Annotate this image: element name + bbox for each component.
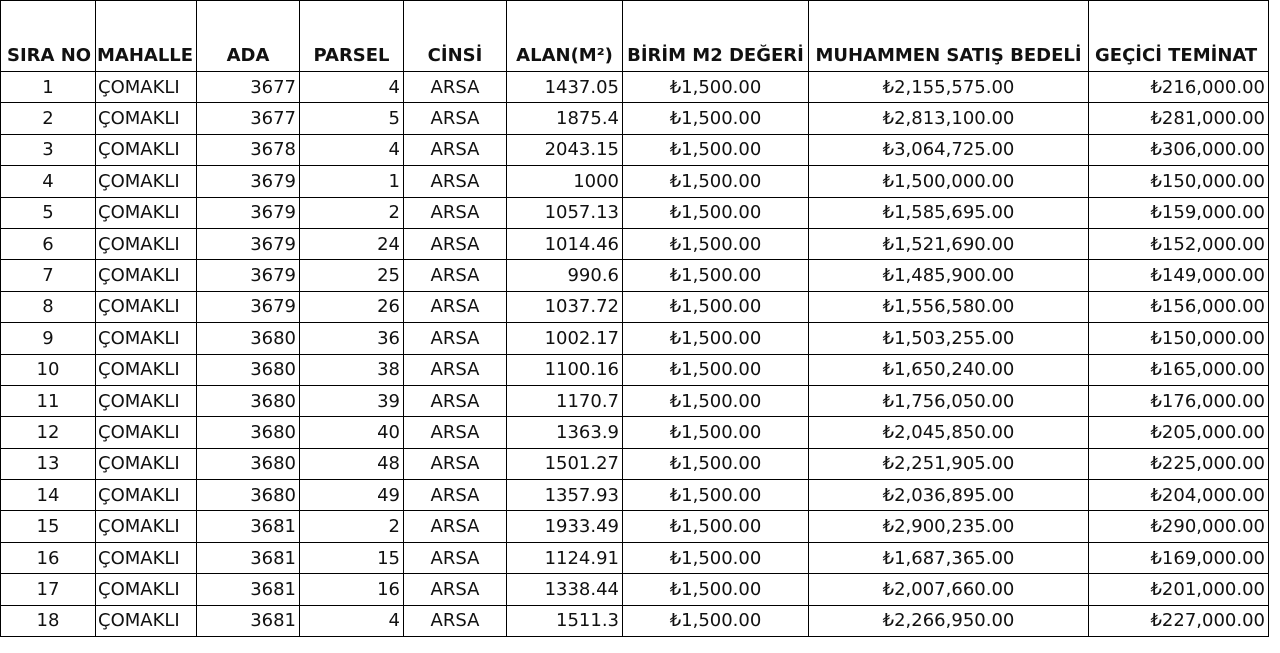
cell-alan[interactable]: 1511.3 bbox=[507, 605, 623, 636]
cell-sira-no[interactable]: 7 bbox=[1, 260, 96, 291]
cell-parsel[interactable]: 49 bbox=[300, 480, 404, 511]
cell-birim-m2-degeri[interactable]: ₺1,500.00 bbox=[623, 260, 809, 291]
cell-gecici-teminat[interactable]: ₺281,000.00 bbox=[1089, 103, 1269, 134]
cell-cinsi[interactable]: ARSA bbox=[404, 480, 507, 511]
cell-parsel[interactable]: 2 bbox=[300, 511, 404, 542]
cell-muhammen-satis-bedeli[interactable]: ₺1,756,050.00 bbox=[809, 385, 1089, 416]
cell-gecici-teminat[interactable]: ₺150,000.00 bbox=[1089, 323, 1269, 354]
cell-alan[interactable]: 990.6 bbox=[507, 260, 623, 291]
cell-cinsi[interactable]: ARSA bbox=[404, 103, 507, 134]
cell-cinsi[interactable]: ARSA bbox=[404, 448, 507, 479]
cell-birim-m2-degeri[interactable]: ₺1,500.00 bbox=[623, 323, 809, 354]
cell-sira-no[interactable]: 1 bbox=[1, 72, 96, 103]
cell-alan[interactable]: 1501.27 bbox=[507, 448, 623, 479]
cell-alan[interactable]: 1057.13 bbox=[507, 197, 623, 228]
cell-mahalle[interactable]: ÇOMAKLI bbox=[96, 448, 197, 479]
cell-parsel[interactable]: 15 bbox=[300, 542, 404, 573]
cell-gecici-teminat[interactable]: ₺201,000.00 bbox=[1089, 574, 1269, 605]
cell-parsel[interactable]: 38 bbox=[300, 354, 404, 385]
cell-birim-m2-degeri[interactable]: ₺1,500.00 bbox=[623, 480, 809, 511]
cell-gecici-teminat[interactable]: ₺204,000.00 bbox=[1089, 480, 1269, 511]
cell-gecici-teminat[interactable]: ₺159,000.00 bbox=[1089, 197, 1269, 228]
cell-parsel[interactable]: 40 bbox=[300, 417, 404, 448]
cell-gecici-teminat[interactable]: ₺176,000.00 bbox=[1089, 385, 1269, 416]
cell-mahalle[interactable]: ÇOMAKLI bbox=[96, 480, 197, 511]
table-row bbox=[1, 103, 1269, 134]
cell-birim-m2-degeri[interactable]: ₺1,500.00 bbox=[623, 542, 809, 573]
cell-parsel[interactable]: 1 bbox=[300, 166, 404, 197]
cell-mahalle[interactable]: ÇOMAKLI bbox=[96, 511, 197, 542]
cell-cinsi[interactable]: ARSA bbox=[404, 417, 507, 448]
cell-ada[interactable]: 3679 bbox=[197, 291, 300, 322]
cell-parsel[interactable]: 4 bbox=[300, 605, 404, 636]
cell-muhammen-satis-bedeli[interactable]: ₺1,650,240.00 bbox=[809, 354, 1089, 385]
cell-cinsi[interactable]: ARSA bbox=[404, 197, 507, 228]
table-row bbox=[1, 166, 1269, 197]
cell-parsel[interactable]: 24 bbox=[300, 228, 404, 259]
cell-birim-m2-degeri[interactable]: ₺1,500.00 bbox=[623, 605, 809, 636]
cell-ada[interactable]: 3681 bbox=[197, 511, 300, 542]
cell-muhammen-satis-bedeli[interactable]: ₺1,556,580.00 bbox=[809, 291, 1089, 322]
cell-sira-no[interactable]: 15 bbox=[1, 511, 96, 542]
cell-ada[interactable]: 3679 bbox=[197, 166, 300, 197]
cell-sira-no[interactable]: 14 bbox=[1, 480, 96, 511]
cell-birim-m2-degeri[interactable]: ₺1,500.00 bbox=[623, 511, 809, 542]
cell-gecici-teminat[interactable]: ₺227,000.00 bbox=[1089, 605, 1269, 636]
cell-birim-m2-degeri[interactable]: ₺1,500.00 bbox=[623, 354, 809, 385]
cell-alan[interactable]: 1933.49 bbox=[507, 511, 623, 542]
cell-muhammen-satis-bedeli[interactable]: ₺1,503,255.00 bbox=[809, 323, 1089, 354]
cell-mahalle[interactable]: ÇOMAKLI bbox=[96, 542, 197, 573]
table-row bbox=[1, 72, 1269, 103]
header-alan[interactable]: ALAN(M²) bbox=[507, 1, 623, 72]
cell-birim-m2-degeri[interactable]: ₺1,500.00 bbox=[623, 103, 809, 134]
cell-ada[interactable]: 3680 bbox=[197, 417, 300, 448]
cell-mahalle[interactable]: ÇOMAKLI bbox=[96, 574, 197, 605]
cell-mahalle[interactable]: ÇOMAKLI bbox=[96, 417, 197, 448]
cell-ada[interactable]: 3680 bbox=[197, 480, 300, 511]
cell-ada[interactable]: 3680 bbox=[197, 354, 300, 385]
cell-muhammen-satis-bedeli[interactable]: ₺2,266,950.00 bbox=[809, 605, 1089, 636]
cell-alan[interactable]: 1100.16 bbox=[507, 354, 623, 385]
cell-parsel[interactable]: 39 bbox=[300, 385, 404, 416]
header-birim-m2-degeri[interactable]: BİRİM M2 DEĞERİ bbox=[623, 1, 809, 72]
cell-gecici-teminat[interactable]: ₺152,000.00 bbox=[1089, 228, 1269, 259]
cell-parsel[interactable]: 4 bbox=[300, 72, 404, 103]
table-row bbox=[1, 542, 1269, 573]
cell-sira-no[interactable]: 8 bbox=[1, 291, 96, 322]
cell-gecici-teminat[interactable]: ₺149,000.00 bbox=[1089, 260, 1269, 291]
cell-parsel[interactable]: 26 bbox=[300, 291, 404, 322]
table-row bbox=[1, 605, 1269, 636]
table-row bbox=[1, 260, 1269, 291]
cell-alan[interactable]: 2043.15 bbox=[507, 134, 623, 165]
cell-cinsi[interactable]: ARSA bbox=[404, 166, 507, 197]
cell-mahalle[interactable]: ÇOMAKLI bbox=[96, 72, 197, 103]
cell-alan[interactable]: 1037.72 bbox=[507, 291, 623, 322]
cell-sira-no[interactable]: 6 bbox=[1, 228, 96, 259]
table-row bbox=[1, 228, 1269, 259]
cell-mahalle[interactable]: ÇOMAKLI bbox=[96, 385, 197, 416]
cell-muhammen-satis-bedeli[interactable]: ₺2,900,235.00 bbox=[809, 511, 1089, 542]
table-row bbox=[1, 480, 1269, 511]
cell-parsel[interactable]: 25 bbox=[300, 260, 404, 291]
cell-cinsi[interactable]: ARSA bbox=[404, 323, 507, 354]
table-body bbox=[1, 72, 1269, 637]
cell-alan[interactable]: 1170.7 bbox=[507, 385, 623, 416]
cell-cinsi[interactable]: ARSA bbox=[404, 134, 507, 165]
table-row bbox=[1, 385, 1269, 416]
cell-gecici-teminat[interactable]: ₺225,000.00 bbox=[1089, 448, 1269, 479]
cell-gecici-teminat[interactable]: ₺165,000.00 bbox=[1089, 354, 1269, 385]
cell-mahalle[interactable]: ÇOMAKLI bbox=[96, 354, 197, 385]
cell-ada[interactable]: 3677 bbox=[197, 103, 300, 134]
cell-muhammen-satis-bedeli[interactable]: ₺2,007,660.00 bbox=[809, 574, 1089, 605]
cell-gecici-teminat[interactable]: ₺156,000.00 bbox=[1089, 291, 1269, 322]
cell-cinsi[interactable]: ARSA bbox=[404, 260, 507, 291]
cell-birim-m2-degeri[interactable]: ₺1,500.00 bbox=[623, 291, 809, 322]
header-gecici-teminat[interactable]: GEÇİCİ TEMİNAT bbox=[1089, 1, 1269, 72]
cell-alan[interactable]: 1357.93 bbox=[507, 480, 623, 511]
cell-sira-no[interactable]: 12 bbox=[1, 417, 96, 448]
cell-alan[interactable]: 1002.17 bbox=[507, 323, 623, 354]
header-mahalle[interactable]: MAHALLE bbox=[96, 1, 197, 72]
cell-sira-no[interactable]: 16 bbox=[1, 542, 96, 573]
cell-parsel[interactable]: 36 bbox=[300, 323, 404, 354]
cell-ada[interactable]: 3679 bbox=[197, 260, 300, 291]
cell-ada[interactable]: 3681 bbox=[197, 542, 300, 573]
cell-alan[interactable]: 1437.05 bbox=[507, 72, 623, 103]
cell-sira-no[interactable]: 10 bbox=[1, 354, 96, 385]
cell-cinsi[interactable]: ARSA bbox=[404, 542, 507, 573]
cell-mahalle[interactable]: ÇOMAKLI bbox=[96, 605, 197, 636]
cell-ada[interactable]: 3680 bbox=[197, 385, 300, 416]
table-row bbox=[1, 417, 1269, 448]
cell-parsel[interactable]: 5 bbox=[300, 103, 404, 134]
cell-cinsi[interactable]: ARSA bbox=[404, 354, 507, 385]
cell-sira-no[interactable]: 5 bbox=[1, 197, 96, 228]
header-parsel[interactable]: PARSEL bbox=[300, 1, 404, 72]
cell-ada[interactable]: 3677 bbox=[197, 72, 300, 103]
cell-muhammen-satis-bedeli[interactable]: ₺3,064,725.00 bbox=[809, 134, 1089, 165]
cell-parsel[interactable]: 16 bbox=[300, 574, 404, 605]
cell-mahalle[interactable]: ÇOMAKLI bbox=[96, 103, 197, 134]
cell-sira-no[interactable]: 11 bbox=[1, 385, 96, 416]
cell-cinsi[interactable]: ARSA bbox=[404, 574, 507, 605]
cell-cinsi[interactable]: ARSA bbox=[404, 72, 507, 103]
cell-birim-m2-degeri[interactable]: ₺1,500.00 bbox=[623, 228, 809, 259]
cell-muhammen-satis-bedeli[interactable]: ₺1,485,900.00 bbox=[809, 260, 1089, 291]
cell-ada[interactable]: 3681 bbox=[197, 574, 300, 605]
cell-alan[interactable]: 1124.91 bbox=[507, 542, 623, 573]
table-row bbox=[1, 323, 1269, 354]
cell-mahalle[interactable]: ÇOMAKLI bbox=[96, 134, 197, 165]
cell-mahalle[interactable]: ÇOMAKLI bbox=[96, 323, 197, 354]
cell-ada[interactable]: 3681 bbox=[197, 605, 300, 636]
cell-sira-no[interactable]: 3 bbox=[1, 134, 96, 165]
cell-sira-no[interactable]: 4 bbox=[1, 166, 96, 197]
cell-muhammen-satis-bedeli[interactable]: ₺1,585,695.00 bbox=[809, 197, 1089, 228]
cell-sira-no[interactable]: 13 bbox=[1, 448, 96, 479]
table-row bbox=[1, 197, 1269, 228]
cell-mahalle[interactable]: ÇOMAKLI bbox=[96, 291, 197, 322]
cell-alan[interactable]: 1000 bbox=[507, 166, 623, 197]
table-row bbox=[1, 511, 1269, 542]
cell-muhammen-satis-bedeli[interactable]: ₺1,687,365.00 bbox=[809, 542, 1089, 573]
cell-muhammen-satis-bedeli[interactable]: ₺2,251,905.00 bbox=[809, 448, 1089, 479]
cell-gecici-teminat[interactable]: ₺205,000.00 bbox=[1089, 417, 1269, 448]
cell-gecici-teminat[interactable]: ₺290,000.00 bbox=[1089, 511, 1269, 542]
cell-muhammen-satis-bedeli[interactable]: ₺1,500,000.00 bbox=[809, 166, 1089, 197]
header-muhammen-satis-bedeli[interactable]: MUHAMMEN SATIŞ BEDELİ bbox=[809, 1, 1089, 72]
table-row bbox=[1, 448, 1269, 479]
cell-muhammen-satis-bedeli[interactable]: ₺2,813,100.00 bbox=[809, 103, 1089, 134]
cell-birim-m2-degeri[interactable]: ₺1,500.00 bbox=[623, 385, 809, 416]
cell-birim-m2-degeri[interactable]: ₺1,500.00 bbox=[623, 72, 809, 103]
cell-sira-no[interactable]: 9 bbox=[1, 323, 96, 354]
cell-mahalle[interactable]: ÇOMAKLI bbox=[96, 197, 197, 228]
cell-cinsi[interactable]: ARSA bbox=[404, 291, 507, 322]
cell-alan[interactable]: 1875.4 bbox=[507, 103, 623, 134]
cell-cinsi[interactable]: ARSA bbox=[404, 511, 507, 542]
header-row bbox=[1, 1, 1269, 72]
cell-sira-no[interactable]: 18 bbox=[1, 605, 96, 636]
cell-birim-m2-degeri[interactable]: ₺1,500.00 bbox=[623, 448, 809, 479]
cell-birim-m2-degeri[interactable]: ₺1,500.00 bbox=[623, 134, 809, 165]
cell-muhammen-satis-bedeli[interactable]: ₺2,155,575.00 bbox=[809, 72, 1089, 103]
cell-birim-m2-degeri[interactable]: ₺1,500.00 bbox=[623, 166, 809, 197]
cell-ada[interactable]: 3680 bbox=[197, 448, 300, 479]
cell-cinsi[interactable]: ARSA bbox=[404, 228, 507, 259]
cell-sira-no[interactable]: 17 bbox=[1, 574, 96, 605]
table-row bbox=[1, 574, 1269, 605]
header-cinsi[interactable]: CİNSİ bbox=[404, 1, 507, 72]
cell-alan[interactable]: 1363.9 bbox=[507, 417, 623, 448]
header-sira-no[interactable]: SIRA NO bbox=[1, 1, 96, 72]
cell-ada[interactable]: 3680 bbox=[197, 323, 300, 354]
cell-parsel[interactable]: 2 bbox=[300, 197, 404, 228]
table-row bbox=[1, 291, 1269, 322]
cell-muhammen-satis-bedeli[interactable]: ₺2,036,895.00 bbox=[809, 480, 1089, 511]
cell-mahalle[interactable]: ÇOMAKLI bbox=[96, 260, 197, 291]
cell-birim-m2-degeri[interactable]: ₺1,500.00 bbox=[623, 197, 809, 228]
cell-gecici-teminat[interactable]: ₺169,000.00 bbox=[1089, 542, 1269, 573]
cell-gecici-teminat[interactable]: ₺216,000.00 bbox=[1089, 72, 1269, 103]
cell-alan[interactable]: 1338.44 bbox=[507, 574, 623, 605]
cell-muhammen-satis-bedeli[interactable]: ₺1,521,690.00 bbox=[809, 228, 1089, 259]
cell-mahalle[interactable]: ÇOMAKLI bbox=[96, 166, 197, 197]
cell-parsel[interactable]: 4 bbox=[300, 134, 404, 165]
cell-birim-m2-degeri[interactable]: ₺1,500.00 bbox=[623, 574, 809, 605]
cell-alan[interactable]: 1014.46 bbox=[507, 228, 623, 259]
cell-ada[interactable]: 3679 bbox=[197, 228, 300, 259]
cell-parsel[interactable]: 48 bbox=[300, 448, 404, 479]
cell-birim-m2-degeri[interactable]: ₺1,500.00 bbox=[623, 417, 809, 448]
cell-gecici-teminat[interactable]: ₺150,000.00 bbox=[1089, 166, 1269, 197]
cell-ada[interactable]: 3679 bbox=[197, 197, 300, 228]
cell-muhammen-satis-bedeli[interactable]: ₺2,045,850.00 bbox=[809, 417, 1089, 448]
cell-sira-no[interactable]: 2 bbox=[1, 103, 96, 134]
table-row bbox=[1, 134, 1269, 165]
cell-ada[interactable]: 3678 bbox=[197, 134, 300, 165]
header-ada[interactable]: ADA bbox=[197, 1, 300, 72]
cell-gecici-teminat[interactable]: ₺306,000.00 bbox=[1089, 134, 1269, 165]
cell-mahalle[interactable]: ÇOMAKLI bbox=[96, 228, 197, 259]
table-row bbox=[1, 354, 1269, 385]
cell-cinsi[interactable]: ARSA bbox=[404, 605, 507, 636]
cell-cinsi[interactable]: ARSA bbox=[404, 385, 507, 416]
